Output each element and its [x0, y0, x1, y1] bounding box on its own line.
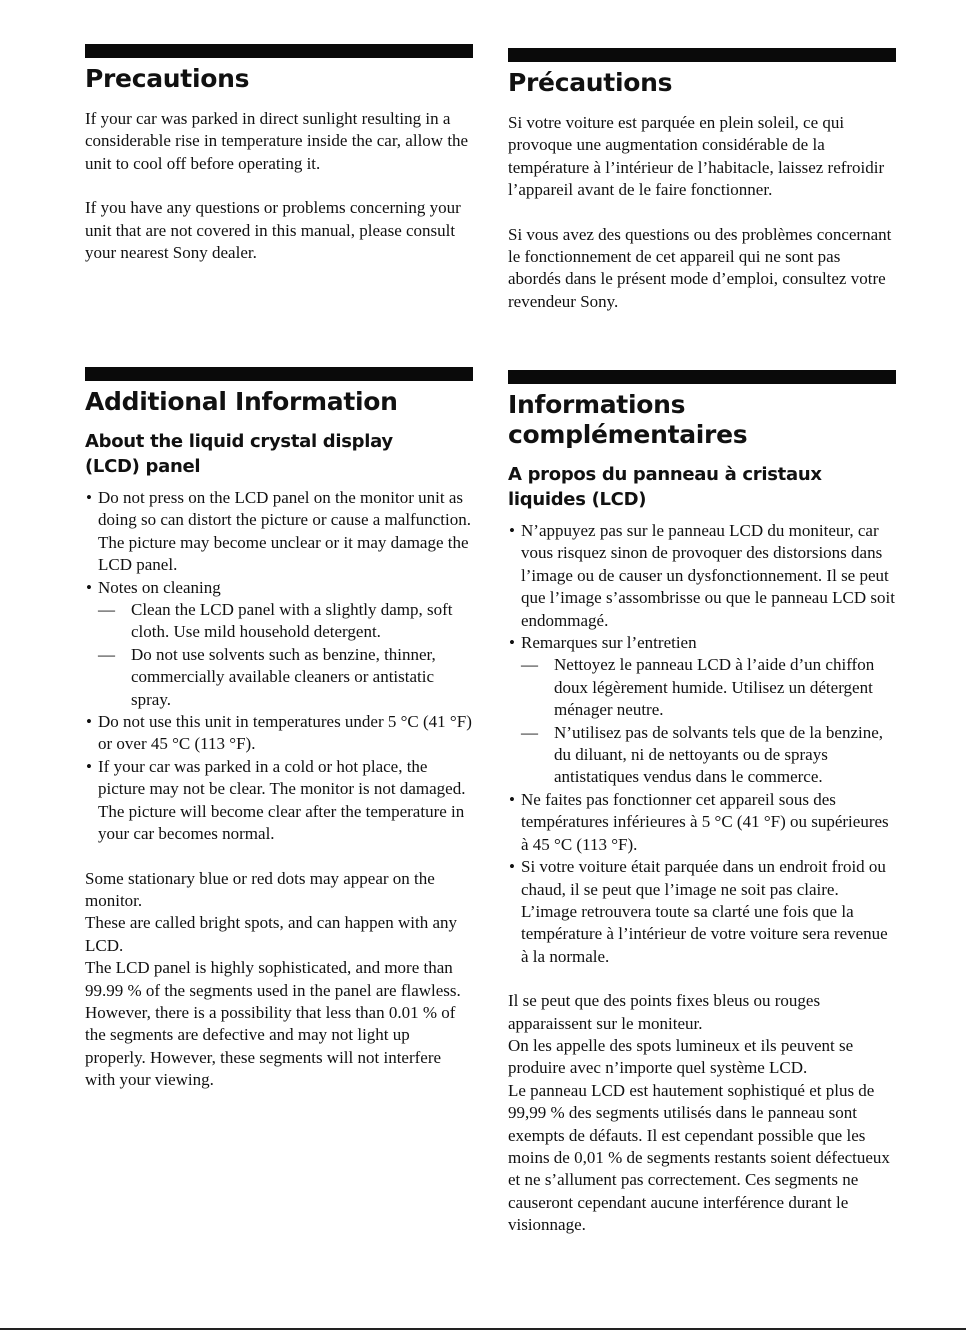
list-item-text: Do not use this unit in temperatures under 5 °C (41 °F) or over 45 °C (113 °F). — [98, 712, 472, 754]
section-rule — [85, 367, 473, 381]
paragraph: Si votre voiture est parquée en plein soleil, ce qui provoque une augmentation considérable de la température à l’intérieur de l’habitacle, laissez refroidir l’appareil avant de le faire fonctionner. — [508, 113, 885, 200]
section-title: Precautions — [85, 64, 250, 93]
list-item-text: Clean the LCD panel with a slightly damp, soft cloth. Use mild household detergent. — [131, 600, 453, 642]
list-item — [85, 487, 473, 577]
section-rule — [508, 48, 896, 62]
section-title: Additional Information — [85, 387, 398, 416]
paragraph: If your car was parked in direct sunlight resulting in a considerable rise in temperature inside the car, allow the unit to cool off before operating it. — [85, 109, 469, 173]
paragraph: Il se peut que des points fixes bleus ou rouges apparaissent sur le moniteur. — [508, 991, 821, 1033]
section-title: Informations complémentaires — [508, 390, 748, 449]
list-item-text: Do not use solvents such as benzine, thinner, commercially available cleaners or antistatic spray. — [131, 644, 436, 709]
list-item-text: Ne faites pas fonctionner cet appareil sous des températures inférieures à 5 °C (41 °F) ou supérieures à 45 °C (113 °F). — [521, 789, 889, 854]
list-item — [508, 856, 896, 968]
cleaning-notes-list — [521, 654, 896, 788]
page-bottom-edge — [0, 1328, 966, 1330]
section-rule — [85, 44, 473, 58]
list-item-text: Remarques sur l’entretien — [521, 633, 697, 653]
section-rule — [508, 370, 896, 384]
paragraph: Some stationary blue or red dots may appear on the monitor. — [85, 868, 435, 910]
section-subtitle: A propos du panneau à cristaux liquides (LCD) — [508, 464, 822, 510]
paragraph: Si vous avez des questions ou des problèmes concernant le fonctionnement de cet appareil qui ne sont pas abordés dans le présent mode d’emploi, consultez votre revendeur Sony. — [508, 224, 892, 311]
list-item — [521, 654, 896, 721]
list-item — [508, 789, 896, 856]
list-item-text: If your car was parked in a cold or hot place, the picture may not be clear. The monitor is not damaged. The picture will become clear after the temperature in your car becomes normal. — [98, 756, 466, 844]
fr-additional-information-section — [508, 370, 896, 1237]
list-item-text: Nettoyez le panneau LCD à l’aide d’un chiffon doux légèrement humide. Utilisez un détergent ménager neutre. — [554, 655, 875, 720]
section-title: Précautions — [508, 68, 673, 97]
list-item-text: Do not press on the LCD panel on the monitor unit as doing so can distort the picture or cause a malfunction. The picture may become unclear or it may damage the LCD panel. — [98, 488, 471, 575]
lcd-notes-list — [508, 520, 896, 968]
list-item — [85, 577, 473, 711]
list-item — [98, 599, 473, 644]
list-item-text: Si votre voiture était parquée dans un endroit froid ou chaud, il se peut que l’image ne soit pas claire. L’image retrouvera toute sa clarté une fois que la température à l’intérieur de votre voiture sera revenue à la normale. — [521, 857, 888, 966]
en-additional-information-section — [85, 367, 473, 1092]
list-item-text: Notes on cleaning — [98, 577, 221, 597]
paragraph: If you have any questions or problems concerning your unit that are not covered in this manual, please consult your nearest Sony dealer. — [85, 198, 461, 263]
paragraph: These are called bright spots, and can happen with any LCD. — [85, 913, 457, 955]
paragraph: The LCD panel is highly sophisticated, and more than 99.99 % of the segments used in the panel are flawless. However, there is a possibility that less than 0.01 % of the segments are defective and may not light up properly. However, these segments will not interfere with your viewing. — [85, 958, 461, 1090]
list-item — [85, 711, 473, 756]
paragraph: On les appelle des spots lumineux et ils peuvent se produire avec n’importe quel système LCD. — [508, 1035, 854, 1078]
lcd-notes-list — [85, 487, 473, 846]
en-precautions-section — [85, 44, 473, 264]
fr-precautions-section — [508, 48, 896, 313]
list-item-text: N’appuyez pas sur le panneau LCD du moniteur, car vous risquez sinon de provoquer des distorsions dans l’image ou de causer un dysfonctionnement. Il se peut que l’image s’assombrisse ou que le panneau LCD soit endommagé. — [521, 521, 895, 630]
list-item-text: N’utilisez pas de solvants tels que de la benzine, du diluant, ni de nettoyants ou de sprays antistatiques vendus dans le commerce. — [554, 722, 884, 787]
list-item — [508, 520, 896, 632]
cleaning-notes-list — [98, 599, 473, 711]
list-item — [98, 644, 473, 711]
list-item — [85, 756, 473, 846]
paragraph: Le panneau LCD est hautement sophistiqué et plus de 99,99 % des segments utilisés dans le panneau sont exempts de défauts. Il est cependant possible que les moins de 0,01 % de segments restants soient défectueux et ne s’allument pas correctement. Ces segments ne causeront cependant aucune interférence durant le visionnage. — [508, 1080, 890, 1235]
list-item — [521, 722, 896, 789]
section-subtitle: About the liquid crystal display (LCD) panel — [85, 431, 393, 477]
list-item — [508, 632, 896, 789]
